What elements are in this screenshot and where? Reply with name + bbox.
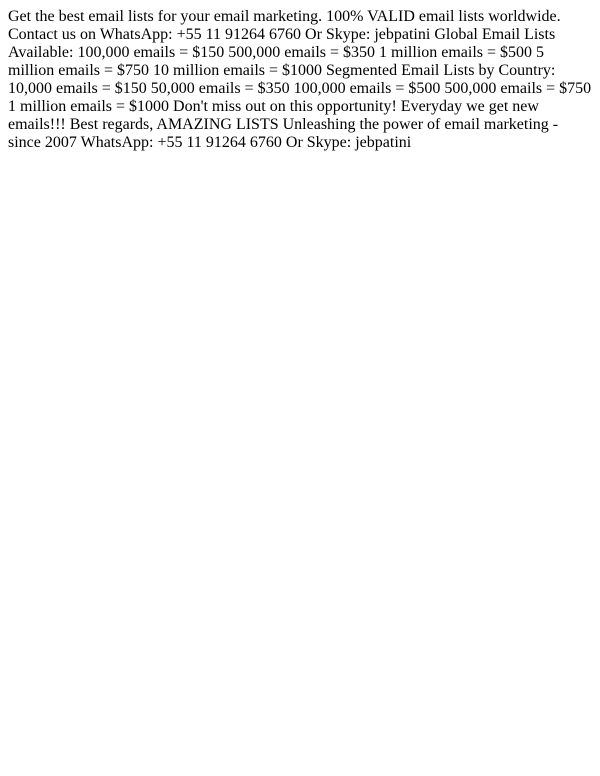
message-body-text: Get the best email lists for your email marketing. 100% VALID email lists worldwide. Contact us on WhatsApp: +55 11 91264 6760 Or Skype: jebpatini Global Email Lists Available: 100,000 emails = $150 500,000 emails = $350 1 million emails = $500 5 million emails = $750 10 million emails = $1000 Segmented Email Lists by Country: 10,000 emails = $150 50,000 emails = $350 100,000 emails = $500 500,000 emails = $750 1 million emails = $1000 Don't miss out on this opportunity! Everyday we get new emails!!! Best regards, AMAZING LISTS Unleashing the power of email marketing - since 2007 WhatsApp: +55 11 91264 6760 Or Skype: jebpatini bbox=[8, 8, 592, 151]
